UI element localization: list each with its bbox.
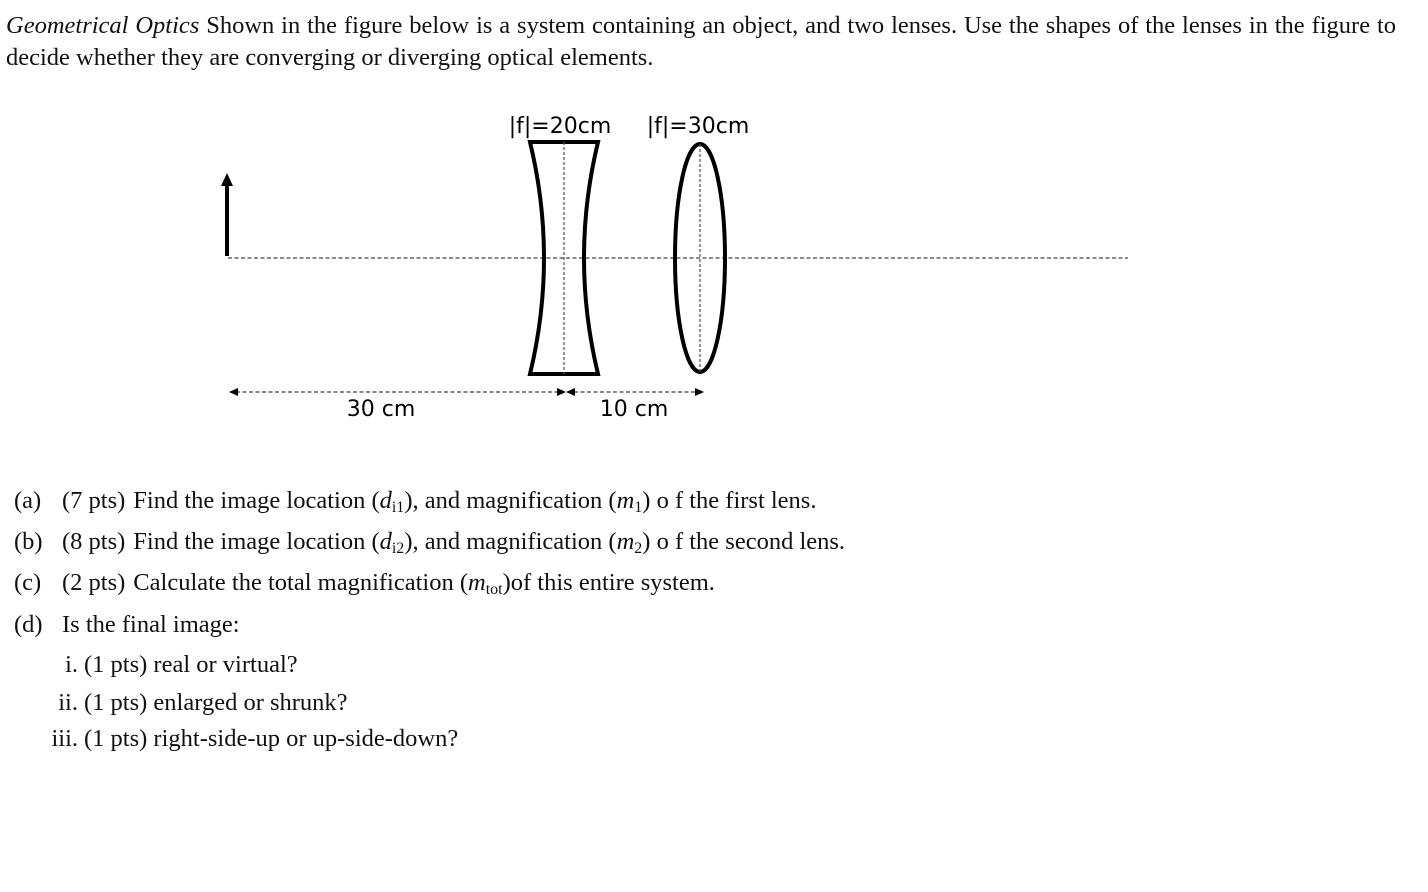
lens1-focal-label: |f|=20cm (508, 114, 612, 139)
subquestion-label: i. (65, 651, 78, 678)
subquestion-points: (1 pts) (84, 689, 148, 716)
object-arrow (221, 173, 233, 256)
subquestion-label: iii. (51, 725, 78, 752)
math-subscript: i2 (391, 540, 405, 557)
question-label: (d) (14, 611, 43, 638)
distance-30cm-arrow (229, 388, 566, 396)
math-symbol: m (616, 487, 635, 514)
question-label: (c) (14, 569, 42, 596)
math-symbol: m (468, 569, 486, 596)
question-c (14, 569, 715, 599)
question-text: ), and magnification ( (404, 487, 617, 514)
distance2-label: 10 cm (599, 397, 669, 422)
subquestion-ii (34, 689, 348, 717)
math-symbol: m (616, 528, 635, 555)
subquestion-points: (1 pts) (84, 725, 148, 752)
math-subscript: 1 (634, 499, 643, 516)
optics-figure (0, 100, 1428, 440)
math-subscript: i1 (391, 499, 405, 516)
subquestion-text: real or virtual? (153, 651, 298, 678)
question-d (14, 611, 240, 639)
question-text: Find the image location ( (133, 528, 380, 555)
question-text: )of this entire system. (502, 569, 715, 596)
question-text: ) o f the second lens. (642, 528, 846, 555)
question-text: ) o f the first lens. (642, 487, 817, 514)
problem-intro-text: Shown in the figure below is a system containing an object, and two lenses. Use the shapes of the lenses in the figure to decide whether they are converging or diverging optical elements. (6, 12, 1397, 71)
question-text: Is the final image: (62, 611, 240, 638)
distance1-label: 30 cm (346, 397, 416, 422)
subquestion-points: (1 pts) (84, 651, 148, 678)
problem-intro (6, 10, 1396, 74)
distance-10cm-arrow (566, 388, 704, 396)
question-points: (2 pts) (62, 569, 126, 596)
question-label: (a) (14, 487, 42, 514)
optics-diagram (0, 100, 1428, 440)
math-symbol: d (379, 528, 392, 555)
question-text: ), and magnification ( (404, 528, 617, 555)
question-a (14, 487, 816, 517)
question-label: (b) (14, 528, 43, 555)
subquestion-text: right-side-up or up-side-down? (153, 725, 459, 752)
question-text: Calculate the total magnification ( (133, 569, 469, 596)
question-text: Find the image location ( (133, 487, 380, 514)
math-subscript: 2 (634, 540, 643, 557)
subquestion-i (34, 651, 298, 679)
subquestion-iii (34, 725, 458, 753)
question-points: (7 pts) (62, 487, 126, 514)
question-b (14, 528, 845, 558)
question-points: (8 pts) (62, 528, 126, 555)
subquestion-text: enlarged or shrunk? (153, 689, 348, 716)
lens2-focal-label: |f|=30cm (646, 114, 750, 139)
math-symbol: d (379, 487, 392, 514)
problem-topic: Geometrical Optics (6, 12, 200, 39)
subquestion-label: ii. (58, 689, 78, 716)
math-subscript: tot (485, 581, 503, 598)
